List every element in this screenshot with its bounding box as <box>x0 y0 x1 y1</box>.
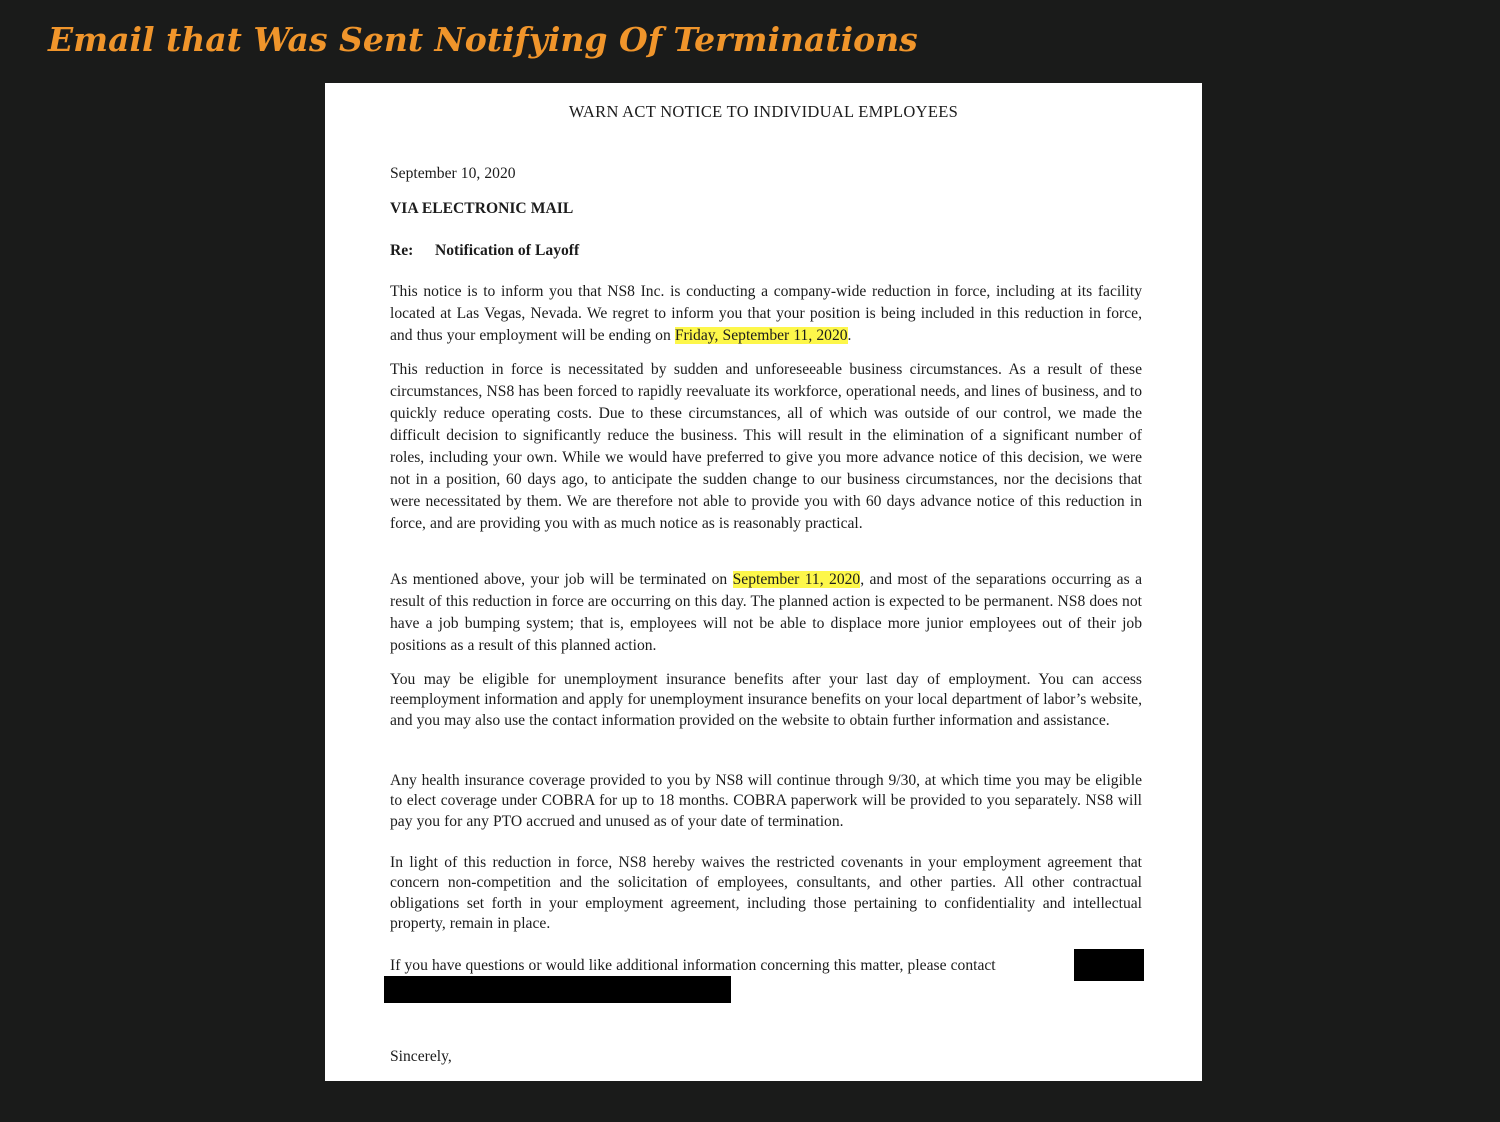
slide-title: Email that Was Sent Notifying Of Terminations <box>48 20 918 59</box>
re-subject: Notification of Layoff <box>435 242 580 259</box>
paragraph-termination-date-rest: , and most of the separations occurring as a result of this reduction in force are occurring on this day. The planned action is expected to be permanent. NS8 does not have a job bumping system; that is, employees will not be able to displace more junior employees out of their job positions as a result of this planned action. <box>390 571 1142 654</box>
paragraph-layoff-notice-end: . <box>847 327 852 344</box>
paragraph-termination-date-start: As mentioned above, your job will be terminated on <box>390 571 733 588</box>
highlighted-end-date: Friday, September 11, 2020 <box>674 327 848 344</box>
re-label: Re: <box>390 242 414 259</box>
paragraph-unemployment-benefits: You may be eligible for unemployment insurance benefits after your last day of employment. You can access reemployment information and apply for unemployment insurance benefits on your local department of labor’s website, and you may also use the contact information provided on the website to obtain further information and assistance. <box>390 671 1142 729</box>
paragraph-health-insurance: Any health insurance coverage provided to you by NS8 will continue through 9/30, at which time you may be eligible to elect coverage under COBRA for up to 18 months. COBRA paperwork will be provided to you separately. NS8 will pay you for any PTO accrued and unused as of your date of termination. <box>390 772 1142 830</box>
paragraph-circumstances: This reduction in force is necessitated by sudden and unforeseeable business circumstances. As a result of these circumstances, NS8 has been forced to rapidly reevaluate its workforce, operational needs, and lines of business, and to quickly reduce operating costs. Due to these circumstances, all of which was outside of our control, we made the difficult decision to significantly reduce the business. This will result in the elimination of a significant number of roles, including your own. While we would have preferred to give you more advance notice of this decision, we were not in a position, 60 days ago, to anticipate the sudden change to our business circumstances, nor the decisions that were necessitated by them. We are therefore not able to provide you with 60 days advance notice of this reduction in force, and are providing you with as much notice as is reasonably practical. <box>390 361 1142 532</box>
paragraph-layoff-notice <box>390 281 1142 347</box>
highlighted-termination-date: September 11, 2020 <box>732 571 861 588</box>
letter-delivery-method: VIA ELECTRONIC MAIL <box>390 200 574 217</box>
letter-closing: Sincerely, <box>390 1048 452 1065</box>
letter-page <box>325 83 1202 1081</box>
paragraph-covenants: In light of this reduction in force, NS8 hereby waives the restricted covenants in your employment agreement that concern non-competition and the solicitation of employees, consultants, and other parties. All other contractual obligations set forth in your employment agreement, including those pertaining to confidentiality and intellectual property, remain in place. <box>390 854 1142 932</box>
letter-date: September 10, 2020 <box>390 165 516 182</box>
paragraph-contact: If you have questions or would like additional information concerning this matter, please contact <box>390 957 996 974</box>
letter-subject-line <box>390 240 1142 262</box>
redaction-bar <box>384 976 731 1003</box>
paragraph-termination-date <box>390 569 1142 657</box>
redaction-bar <box>1074 949 1144 981</box>
letter-heading: WARN ACT NOTICE TO INDIVIDUAL EMPLOYEES <box>568 102 959 121</box>
paragraph-layoff-notice-text: This notice is to inform you that NS8 Inc. is conducting a company-wide reduction in force, including at its facility located at Las Vegas, Nevada. We regret to inform you that your position is being included in this reduction in force, and thus your employment will be ending on <box>390 283 1142 344</box>
